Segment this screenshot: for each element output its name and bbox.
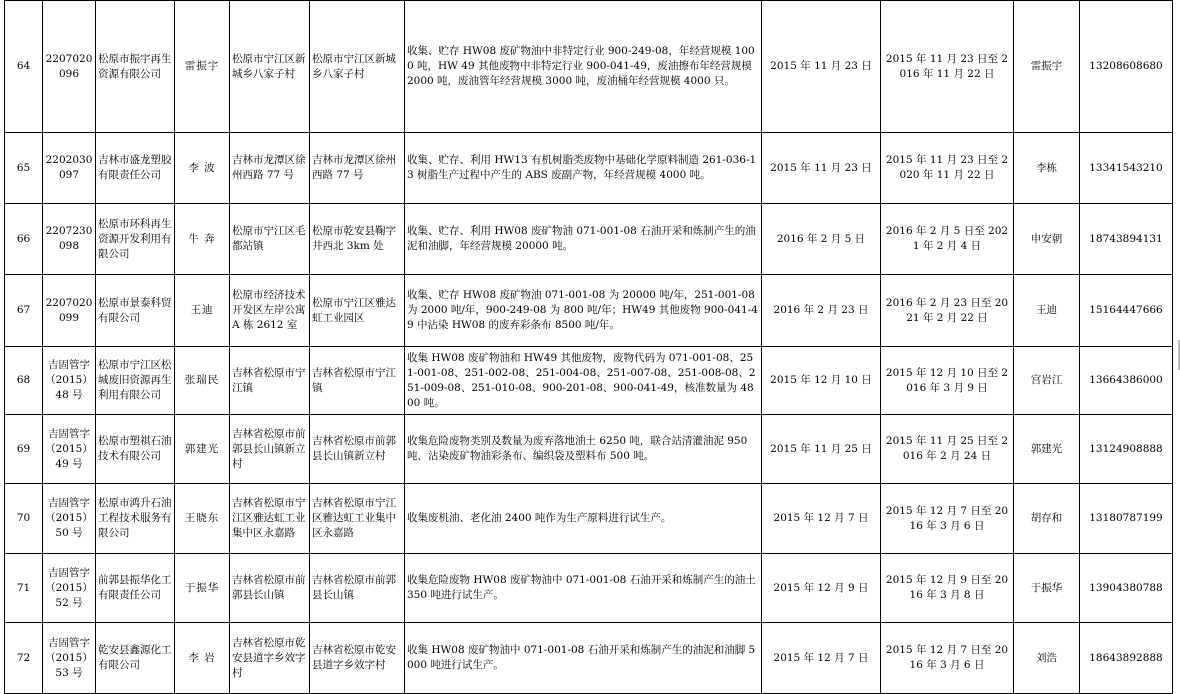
registered-address: 松原市宁江区新城乡八家子村 — [230, 1, 310, 133]
valid-period: 2015 年 12 月 10 日至 2016 年 3 月 9 日 — [881, 347, 1014, 415]
table-row — [5, 554, 1173, 623]
legal-representative: 王迪 — [175, 275, 230, 347]
contact-phone: 18643892888 — [1080, 623, 1173, 694]
issue-date: 2015 年 11 月 25 日 — [762, 415, 881, 484]
permit-code: 2207020099 — [43, 275, 96, 347]
permit-code: 吉固管字（2015）53 号 — [43, 623, 96, 694]
table-row — [5, 275, 1173, 347]
row-number: 71 — [5, 554, 43, 623]
company-name: 松原市鸿升石油工程技术服务有限公司 — [96, 484, 175, 554]
legal-representative: 雷振宇 — [175, 1, 230, 133]
table-row — [5, 623, 1173, 694]
contact-phone: 13124908888 — [1080, 415, 1173, 484]
permit-code: 2207230098 — [43, 204, 96, 275]
contact-person: 李栋 — [1014, 133, 1080, 204]
contact-person: 刘浩 — [1014, 623, 1080, 694]
business-scope: 收集、贮存、利用 HW08 废矿物油 071-001-08 石油开采和炼制产生的油泥和油脚，年经营规模 20000 吨。 — [405, 204, 762, 275]
permit-code: 吉固管字（2015）52 号 — [43, 554, 96, 623]
company-name: 乾安县鑫源化工有限公司 — [96, 623, 175, 694]
registered-address: 松原市宁江区毛都站镇 — [230, 204, 310, 275]
business-scope: 收集废机油、老化油 2400 吨作为生产原料进行试生产。 — [405, 484, 762, 554]
registered-address: 吉林省松原市前郭县长山镇 — [230, 554, 310, 623]
company-name: 松原市景泰科贸有限公司 — [96, 275, 175, 347]
contact-phone: 18743894131 — [1080, 204, 1173, 275]
table-row — [5, 1, 1173, 133]
business-scope: 收集 HW08 废矿物油中 071-001-08 石油开采和炼制产生的油泥和油脚 5000 吨进行试生产。 — [405, 623, 762, 694]
permit-code: 吉固管字（2015）48 号 — [43, 347, 96, 415]
legal-representative: 李 波 — [175, 133, 230, 204]
operating-address: 松原市宁江区新城乡八家子村 — [310, 1, 405, 133]
company-name: 松原市振宇再生资源有限公司 — [96, 1, 175, 133]
business-scope: 收集、贮存 HW08 废矿物油中非特定行业 900-249-08，年经营规模 1000 吨，HW 49 其他废物中非特定行业 900-041-49，废油擦布年经营规模 2000 吨，废油管年经营规模 3000 吨，废油桶年经营规模 4000 只。 — [405, 1, 762, 133]
issue-date: 2016 年 2 月 23 日 — [762, 275, 881, 347]
row-number: 69 — [5, 415, 43, 484]
business-scope: 收集、贮存 HW08 废矿物油 071-001-08 为 20000 吨/年，251-001-08 为 2000 吨/年，900-249-08 为 800 吨/年；HW49 其他废物 900-041-49 中沾染 HW08 的废弃彩条布 8500 吨/年。 — [405, 275, 762, 347]
contact-person: 胡存和 — [1014, 484, 1080, 554]
contact-phone: 13208608680 — [1080, 1, 1173, 133]
issue-date: 2015 年 12 月 7 日 — [762, 484, 881, 554]
contact-person: 宫岩江 — [1014, 347, 1080, 415]
table-row — [5, 204, 1173, 275]
row-number: 68 — [5, 347, 43, 415]
business-scope: 收集危险废物类别及数量为废弃落地油土 6250 吨，联合站清灌油泥 950 吨，沾染废矿物油彩条布、编织袋及塑料布 500 吨。 — [405, 415, 762, 484]
valid-period: 2015 年 12 月 7 日至 2016 年 3 月 6 日 — [881, 484, 1014, 554]
issue-date: 2015 年 11 月 23 日 — [762, 133, 881, 204]
permit-code: 吉固管字（2015）50 号 — [43, 484, 96, 554]
issue-date: 2015 年 12 月 9 日 — [762, 554, 881, 623]
contact-phone: 13664386000 — [1080, 347, 1173, 415]
issue-date: 2015 年 12 月 10 日 — [762, 347, 881, 415]
table-row — [5, 133, 1173, 204]
valid-period: 2015 年 12 月 7 日至 2016 年 3 月 6 日 — [881, 623, 1014, 694]
operating-address: 吉林省松原市宁江区雅达虹工业集中区永嘉路 — [310, 484, 405, 554]
issue-date: 2015 年 11 月 23 日 — [762, 1, 881, 133]
legal-representative: 牛 奔 — [175, 204, 230, 275]
row-number: 65 — [5, 133, 43, 204]
operating-address: 吉林省松原市乾安县道字乡效字村 — [310, 623, 405, 694]
legal-representative: 李 岩 — [175, 623, 230, 694]
operating-address: 松原市宁江区雅达虹工业园区 — [310, 275, 405, 347]
company-name: 松原市宁江区松城废旧资源再生利用有限公司 — [96, 347, 175, 415]
registered-address: 吉林市龙潭区徐州西路 77 号 — [230, 133, 310, 204]
permit-code: 2207020096 — [43, 1, 96, 133]
row-number: 70 — [5, 484, 43, 554]
row-number: 72 — [5, 623, 43, 694]
company-name: 松原市塑祺石油技术有限公司 — [96, 415, 175, 484]
contact-phone: 13341543210 — [1080, 133, 1173, 204]
contact-person: 王迪 — [1014, 275, 1080, 347]
table-row — [5, 415, 1173, 484]
registered-address: 吉林省松原市乾安县道字乡效字村 — [230, 623, 310, 694]
valid-period: 2015 年 11 月 23 日至 2020 年 11 月 22 日 — [881, 133, 1014, 204]
valid-period: 2015 年 11 月 25 日至 2016 年 2 月 24 日 — [881, 415, 1014, 484]
issue-date: 2015 年 12 月 7 日 — [762, 623, 881, 694]
legal-representative: 张瑞民 — [175, 347, 230, 415]
permit-code: 2202030097 — [43, 133, 96, 204]
valid-period: 2016 年 2 月 23 日至 2021 年 2 月 22 日 — [881, 275, 1014, 347]
registered-address: 吉林省松原市前郭县长山镇新立村 — [230, 415, 310, 484]
registered-address: 松原市经济技术开发区左岸公寓 A 栋 2612 室 — [230, 275, 310, 347]
row-number: 64 — [5, 1, 43, 133]
operating-address: 吉林省松原市前郭县长山镇新立村 — [310, 415, 405, 484]
business-scope: 收集危险废物 HW08 废矿物油中 071-001-08 石油开采和炼制产生的油土 350 吨进行试生产。 — [405, 554, 762, 623]
permit-table-body — [5, 1, 1173, 694]
contact-person: 申安朝 — [1014, 204, 1080, 275]
operating-address: 吉林市龙潭区徐州西路 77 号 — [310, 133, 405, 204]
issue-date: 2016 年 2 月 5 日 — [762, 204, 881, 275]
contact-person: 雷振宇 — [1014, 1, 1080, 133]
contact-person: 郭建光 — [1014, 415, 1080, 484]
business-scope: 收集、贮存、利用 HW13 有机树脂类废物中基础化学原料制造 261-036-13 树脂生产过程中产生的 ABS 废副产物，年经营规模 4000 吨。 — [405, 133, 762, 204]
business-scope: 收集 HW08 废矿物油和 HW49 其他废物，废物代码为 071-001-08、251-001-08、251-002-08、251-004-08、251-007-08、251-008-08、251-009-08、251-010-08、900-201-08、900-041-49，核准数量为 4800 吨。 — [405, 347, 762, 415]
company-name: 松原市环科再生资源开发利用有限公司 — [96, 204, 175, 275]
permit-table — [4, 0, 1173, 694]
registered-address: 吉林省松原市宁江镇 — [230, 347, 310, 415]
valid-period: 2016 年 2 月 5 日至 2021 年 2 月 4 日 — [881, 204, 1014, 275]
contact-phone: 13904380788 — [1080, 554, 1173, 623]
legal-representative: 郭建光 — [175, 415, 230, 484]
legal-representative: 王晓东 — [175, 484, 230, 554]
permit-code: 吉固管字（2015）49 号 — [43, 415, 96, 484]
contact-person: 于振华 — [1014, 554, 1080, 623]
table-row — [5, 347, 1173, 415]
contact-phone: 13180787199 — [1080, 484, 1173, 554]
valid-period: 2015 年 12 月 9 日至 2016 年 3 月 8 日 — [881, 554, 1014, 623]
registered-address: 吉林省松原市宁江区雅达虹工业集中区永嘉路 — [230, 484, 310, 554]
operating-address: 松原市乾安县鞠字井西北 3km 处 — [310, 204, 405, 275]
legal-representative: 于振华 — [175, 554, 230, 623]
valid-period: 2015 年 11 月 23 日至 2016 年 11 月 22 日 — [881, 1, 1014, 133]
operating-address: 吉林省松原市前郭县长山镇 — [310, 554, 405, 623]
operating-address: 吉林省松原市宁江镇 — [310, 347, 405, 415]
company-name: 吉林市盛龙塑胶有限责任公司 — [96, 133, 175, 204]
row-number: 67 — [5, 275, 43, 347]
company-name: 前郭县振华化工有限责任公司 — [96, 554, 175, 623]
table-row — [5, 484, 1173, 554]
row-number: 66 — [5, 204, 43, 275]
contact-phone: 15164447666 — [1080, 275, 1173, 347]
